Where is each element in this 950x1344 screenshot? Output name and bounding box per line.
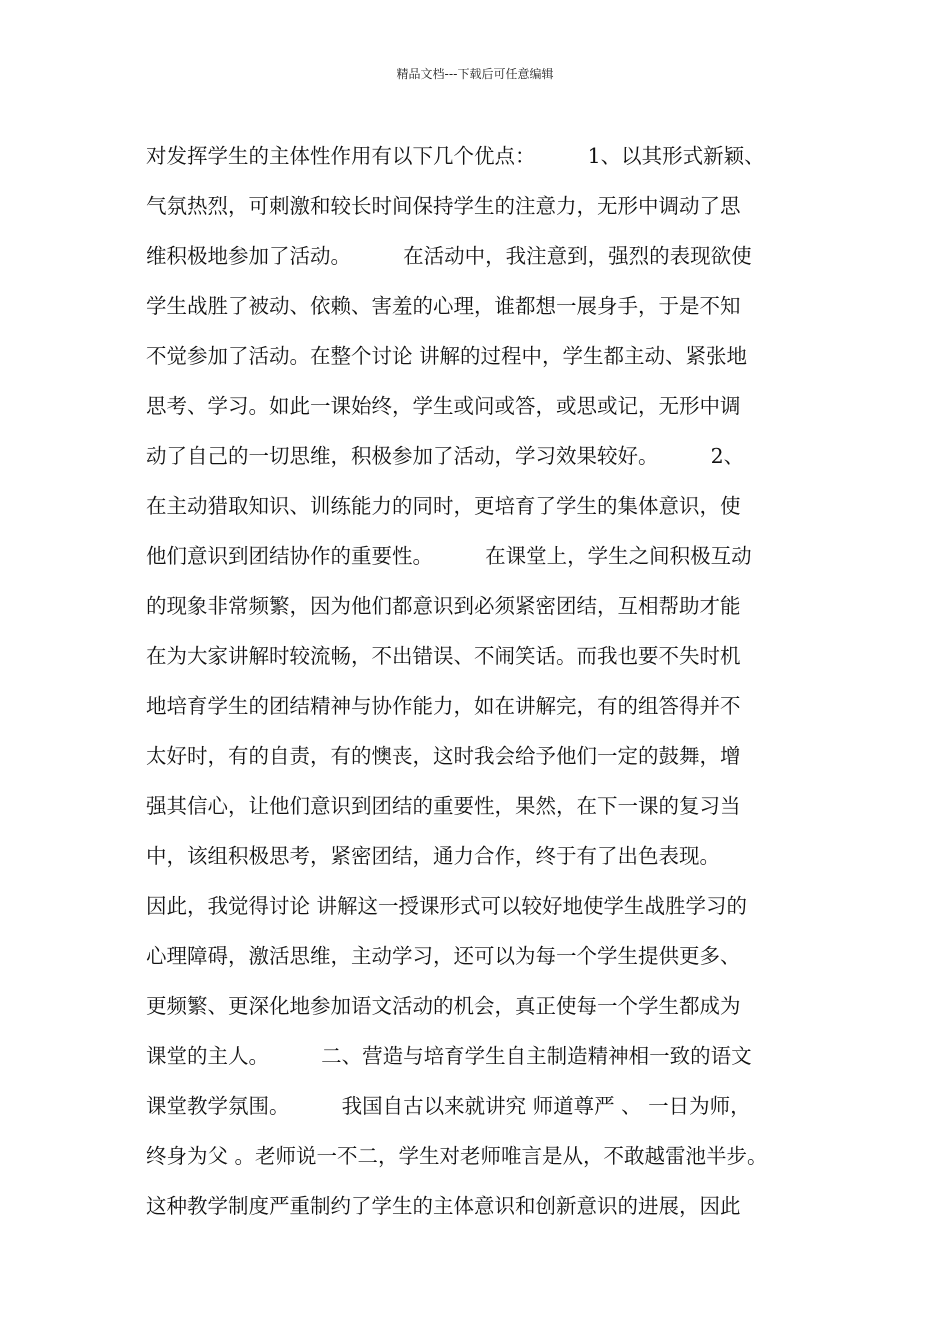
text-line: 更频繁、更深化地参加语文活动的机会，真正使每一个学生都成为 xyxy=(146,994,741,1018)
text-line: 学生战胜了被动、依赖、害羞的心理，谁都想一展身手，于是不知 xyxy=(146,294,741,318)
text-line: 思考、学习。如此一课始终，学生或问或答，或思或记，无形中调 xyxy=(146,394,741,418)
text-line: 课堂的主人。 二、营造与培育学生自主制造精神相一致的语文 xyxy=(146,1044,752,1068)
text-line: 动了自己的一切思维，积极参加了活动，学习效果较好。 2、 xyxy=(146,444,745,468)
text-line: 这种教学制度严重制约了学生的主体意识和创新意识的进展，因此 xyxy=(146,1194,741,1218)
text-line: 因此，我觉得讨论 讲解这一授课形式可以较好地使学生战胜学习的 xyxy=(146,894,748,918)
text-line: 终身为父 。老师说一不二，学生对老师唯言是从，不敢越雷池半步。 xyxy=(146,1144,768,1168)
text-line: 在为大家讲解时较流畅，不出错误、不闹笑话。而我也要不失时机 xyxy=(146,644,741,668)
text-line: 中，该组积极思考，紧密团结，通力合作，终于有了出色表现。 xyxy=(146,844,720,868)
text-line: 课堂教学氛围。 我国自古以来就讲究 师道尊严 、 一日为师， xyxy=(146,1094,751,1118)
text-line: 气氛热烈，可刺激和较长时间保持学生的注意力，无形中调动了思 xyxy=(146,194,741,218)
page-header: 精品文档---下载后可任意编辑 xyxy=(396,67,554,81)
text-line: 的现象非常频繁，因为他们都意识到必须紧密团结，互相帮助才能 xyxy=(146,594,741,618)
text-line: 太好时，有的自责，有的懊丧，这时我会给予他们一定的鼓舞，增 xyxy=(146,744,741,768)
text-line: 在主动猎取知识、训练能力的同时，更培育了学生的集体意识，使 xyxy=(146,494,741,518)
body-text xyxy=(146,131,816,1231)
text-line: 地培育学生的团结精神与协作能力，如在讲解完，有的组答得并不 xyxy=(146,694,741,718)
text-line: 维积极地参加了活动。 在活动中，我注意到，强烈的表现欲使 xyxy=(146,244,752,268)
text-line: 对发挥学生的主体性作用有以下几个优点： 1、以其形式新颖、 xyxy=(146,144,765,168)
text-line: 心理障碍，激活思维，主动学习，还可以为每一个学生提供更多、 xyxy=(146,944,741,968)
text-line: 他们意识到团结协作的重要性。 在课堂上，学生之间积极互动 xyxy=(146,544,752,568)
text-line: 不觉参加了活动。在整个讨论 讲解的过程中，学生都主动、紧张地 xyxy=(146,344,748,368)
text-line: 强其信心，让他们意识到团结的重要性，果然，在下一课的复习当 xyxy=(146,794,741,818)
